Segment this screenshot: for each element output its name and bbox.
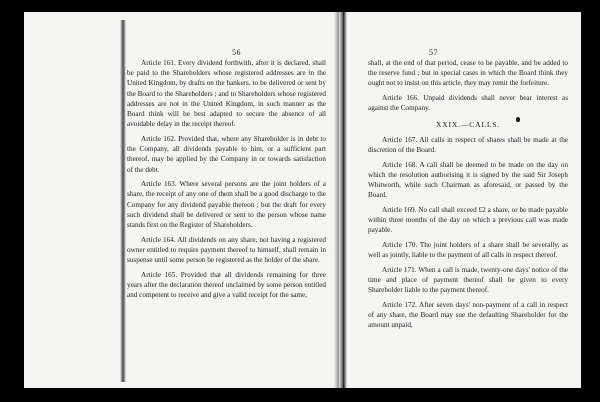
article-168: Article 168. A call shall be deemed to be made on the day on which the resolution authorising it is signed by the said Sir Joseph Whitworth, while such Chairman as aforesaid, or passed by the Board. xyxy=(368,160,568,200)
page-number-right: 57 xyxy=(429,48,438,57)
page-number-left: 56 xyxy=(232,48,241,57)
article-170: Article 170. The joint holders of a share shall be severally, as well as jointly, liable to the payment of all calls in respect thereof. xyxy=(368,241,568,260)
right-page-text xyxy=(368,58,568,335)
article-172: Article 172. After seven days' non-payment of a call in respect of any share, the Board may sue the defaulting Shareholder for the amount unpaid, xyxy=(368,301,568,330)
article-165: Article 165. Provided that all dividends remaining for three years after the declaration thereof unclaimed by some person entitled and competent to receive and give a valid receipt for the same, xyxy=(127,270,326,300)
article-161: Article 161. Every dividend forthwith, after it is declared, shall be paid to the Shareholders whose registered addresses are in the United Kingdom, by drafts on the bankers, to be delivered or sent by the Board to the Shareholders ; and to Shareholders whose registered addresses are not in the United Kingdom, in such manner as the Board think will be best adapted to secure the absence of all avoidable delay in the receipt thereof. xyxy=(127,59,326,129)
scan-streak-mark xyxy=(120,20,126,382)
article-163: Article 163. Where several persons are the joint holders of a share, the receipt of any one of them shall be a good discharge to the Company for any dividend payable thereon ; but the draft for every such dividend shall be delivered or sent to the person whose name stands first on the Register of Shareholders. xyxy=(127,180,326,230)
section-heading-calls: XXIX.—CALLS. xyxy=(435,119,501,129)
left-page-text xyxy=(127,58,326,305)
article-169: Article 169. No call shall exceed £2 a share, or be made payable within three months of the day on which a previous call was made payable. xyxy=(368,205,568,235)
article-166: Article 166. Unpaid dividends shall never bear interest as against the Company. xyxy=(368,94,568,113)
book-spread xyxy=(24,12,581,388)
left-page xyxy=(24,12,343,388)
article-165-continued: shall, at the end of that period, cease to be payable, and be added to the reserve fund ; but in special cases in which the Board think they ought not to insist on this article, they may remit the forfeiture. xyxy=(368,59,568,88)
article-162: Article 162. Provided that, where any Shareholder is in debt to the Company, all dividends payable to him, or a sufficient part thereof, may be applied by the Company in or towards satisfaction of the debt. xyxy=(127,134,326,174)
article-167: Article 167. All calls in respect of shares shall be made at the discretion of the Board. xyxy=(368,135,568,154)
article-171: Article 171. When a call is made, twenty-one days' notice of the time and place of payment thereof shall be given to every Shareholder liable to the payment thereof. xyxy=(368,265,568,295)
article-164: Article 164. All dividends on any share, not having a registered owner entitled to require payment thereof to himself, shall remain in suspense until some person be registered as the holder of the share. xyxy=(127,235,326,265)
right-page xyxy=(345,12,581,388)
